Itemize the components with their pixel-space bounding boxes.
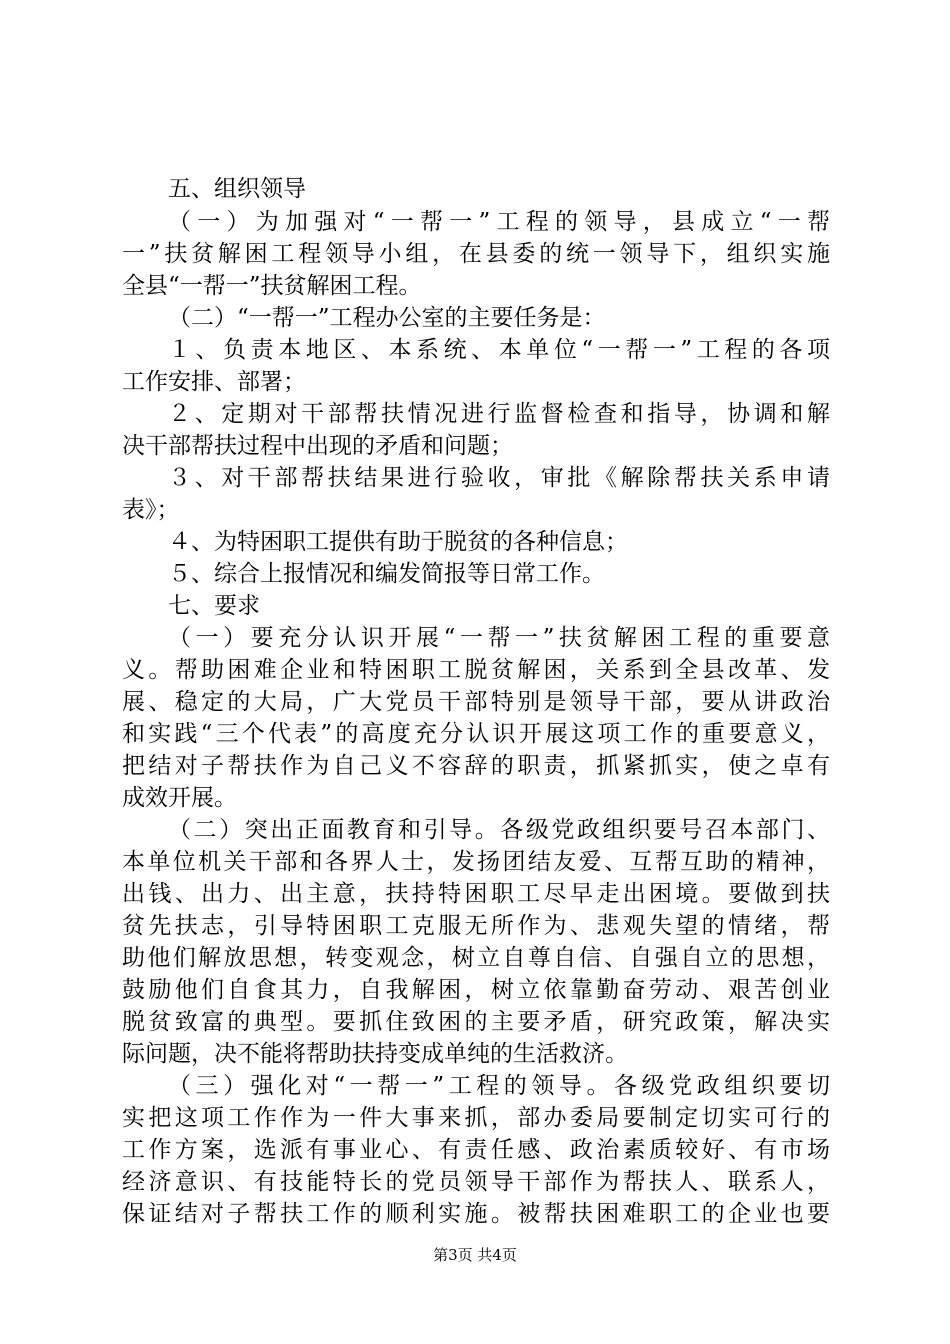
paragraph-line: 成效开展。 bbox=[122, 785, 237, 811]
paragraph-line: ５、综合上报情况和编发简报等日常工作。 bbox=[168, 561, 605, 587]
paragraph-line: １、负责本地区、本系统、本单位“一帮一”工程的各项 bbox=[168, 337, 830, 363]
section-heading-requirements: 七、要求 bbox=[168, 593, 260, 619]
paragraph-line: 贫先扶志，引导特困职工克服无所作为、悲观失望的情绪，帮 bbox=[122, 913, 830, 939]
paragraph-line: （二）突出正面教育和引导。各级党政组织要号召本部门、 bbox=[168, 817, 830, 843]
paragraph-line: 实把这项工作作为一件大事来抓，部办委局要制定切实可行的 bbox=[122, 1105, 830, 1131]
paragraph-line: （一）要充分认识开展“一帮一”扶贫解困工程的重要意 bbox=[168, 625, 830, 651]
paragraph-line: 把结对子帮扶作为自己义不容辞的职责，抓紧抓实，使之卓有 bbox=[122, 753, 830, 779]
paragraph-line: 展、稳定的大局，广大党员干部特别是领导干部，要从讲政治 bbox=[122, 689, 830, 715]
paragraph-line: 助他们解放思想，转变观念，树立自尊自信、自强自立的思想， bbox=[122, 945, 830, 971]
paragraph-line: 保证结对子帮扶工作的顺利实施。被帮扶困难职工的企业也要 bbox=[122, 1201, 830, 1227]
paragraph-line: ２、定期对干部帮扶情况进行监督检查和指导，协调和解 bbox=[168, 401, 830, 427]
paragraph-line: 和实践“三个代表”的高度充分认识开展这项工作的重要意义， bbox=[122, 721, 830, 747]
paragraph-line: 际问题，决不能将帮助扶持变成单纯的生活救济。 bbox=[122, 1041, 628, 1067]
paragraph-line: 决干部帮扶过程中出现的矛盾和问题； bbox=[122, 433, 513, 459]
paragraph-line: 工作安排、部署； bbox=[122, 369, 306, 395]
paragraph-line: ３、对干部帮扶结果进行验收，审批《解除帮扶关系申请 bbox=[168, 465, 830, 491]
page-number-footer: 第3页 共4页 bbox=[433, 1246, 517, 1264]
paragraph-line: 工作方案，选派有事业心、有责任感、政治素质较好、有市场 bbox=[122, 1137, 830, 1163]
paragraph-line: （一）为加强对“一帮一”工程的领导，县成立“一帮 bbox=[168, 209, 830, 235]
paragraph-line: 一”扶贫解困工程领导小组，在县委的统一领导下，组织实施 bbox=[122, 241, 830, 267]
paragraph-line: 全县“一帮一”扶贫解困工程。 bbox=[122, 273, 422, 299]
paragraph-line: 鼓励他们自食其力，自我解困，树立依靠勤奋劳动、艰苦创业 bbox=[122, 977, 830, 1003]
paragraph-line: 出钱、出力、出主意，扶持特困职工尽早走出困境。要做到扶 bbox=[122, 881, 830, 907]
paragraph-line: 表》； bbox=[122, 497, 180, 523]
paragraph-line: 经济意识、有技能特长的党员领导干部作为帮扶人、联系人， bbox=[122, 1169, 830, 1195]
paragraph-line: 脱贫致富的典型。要抓住致困的主要矛盾，研究政策，解决实 bbox=[122, 1009, 830, 1035]
section-heading-organization: 五、组织领导 bbox=[168, 176, 306, 202]
paragraph-line: （三）强化对“一帮一”工程的领导。各级党政组织要切 bbox=[168, 1073, 830, 1099]
paragraph-line: ４、为特困职工提供有助于脱贫的各种信息； bbox=[168, 529, 628, 555]
paragraph-line: （二）“一帮一”工程办公室的主要任务是： bbox=[168, 305, 606, 331]
paragraph-line: 义。帮助困难企业和特困职工脱贫解困，关系到全县改革、发 bbox=[122, 657, 830, 683]
paragraph-line: 本单位机关干部和各界人士，发扬团结友爱、互帮互助的精神， bbox=[122, 849, 830, 875]
